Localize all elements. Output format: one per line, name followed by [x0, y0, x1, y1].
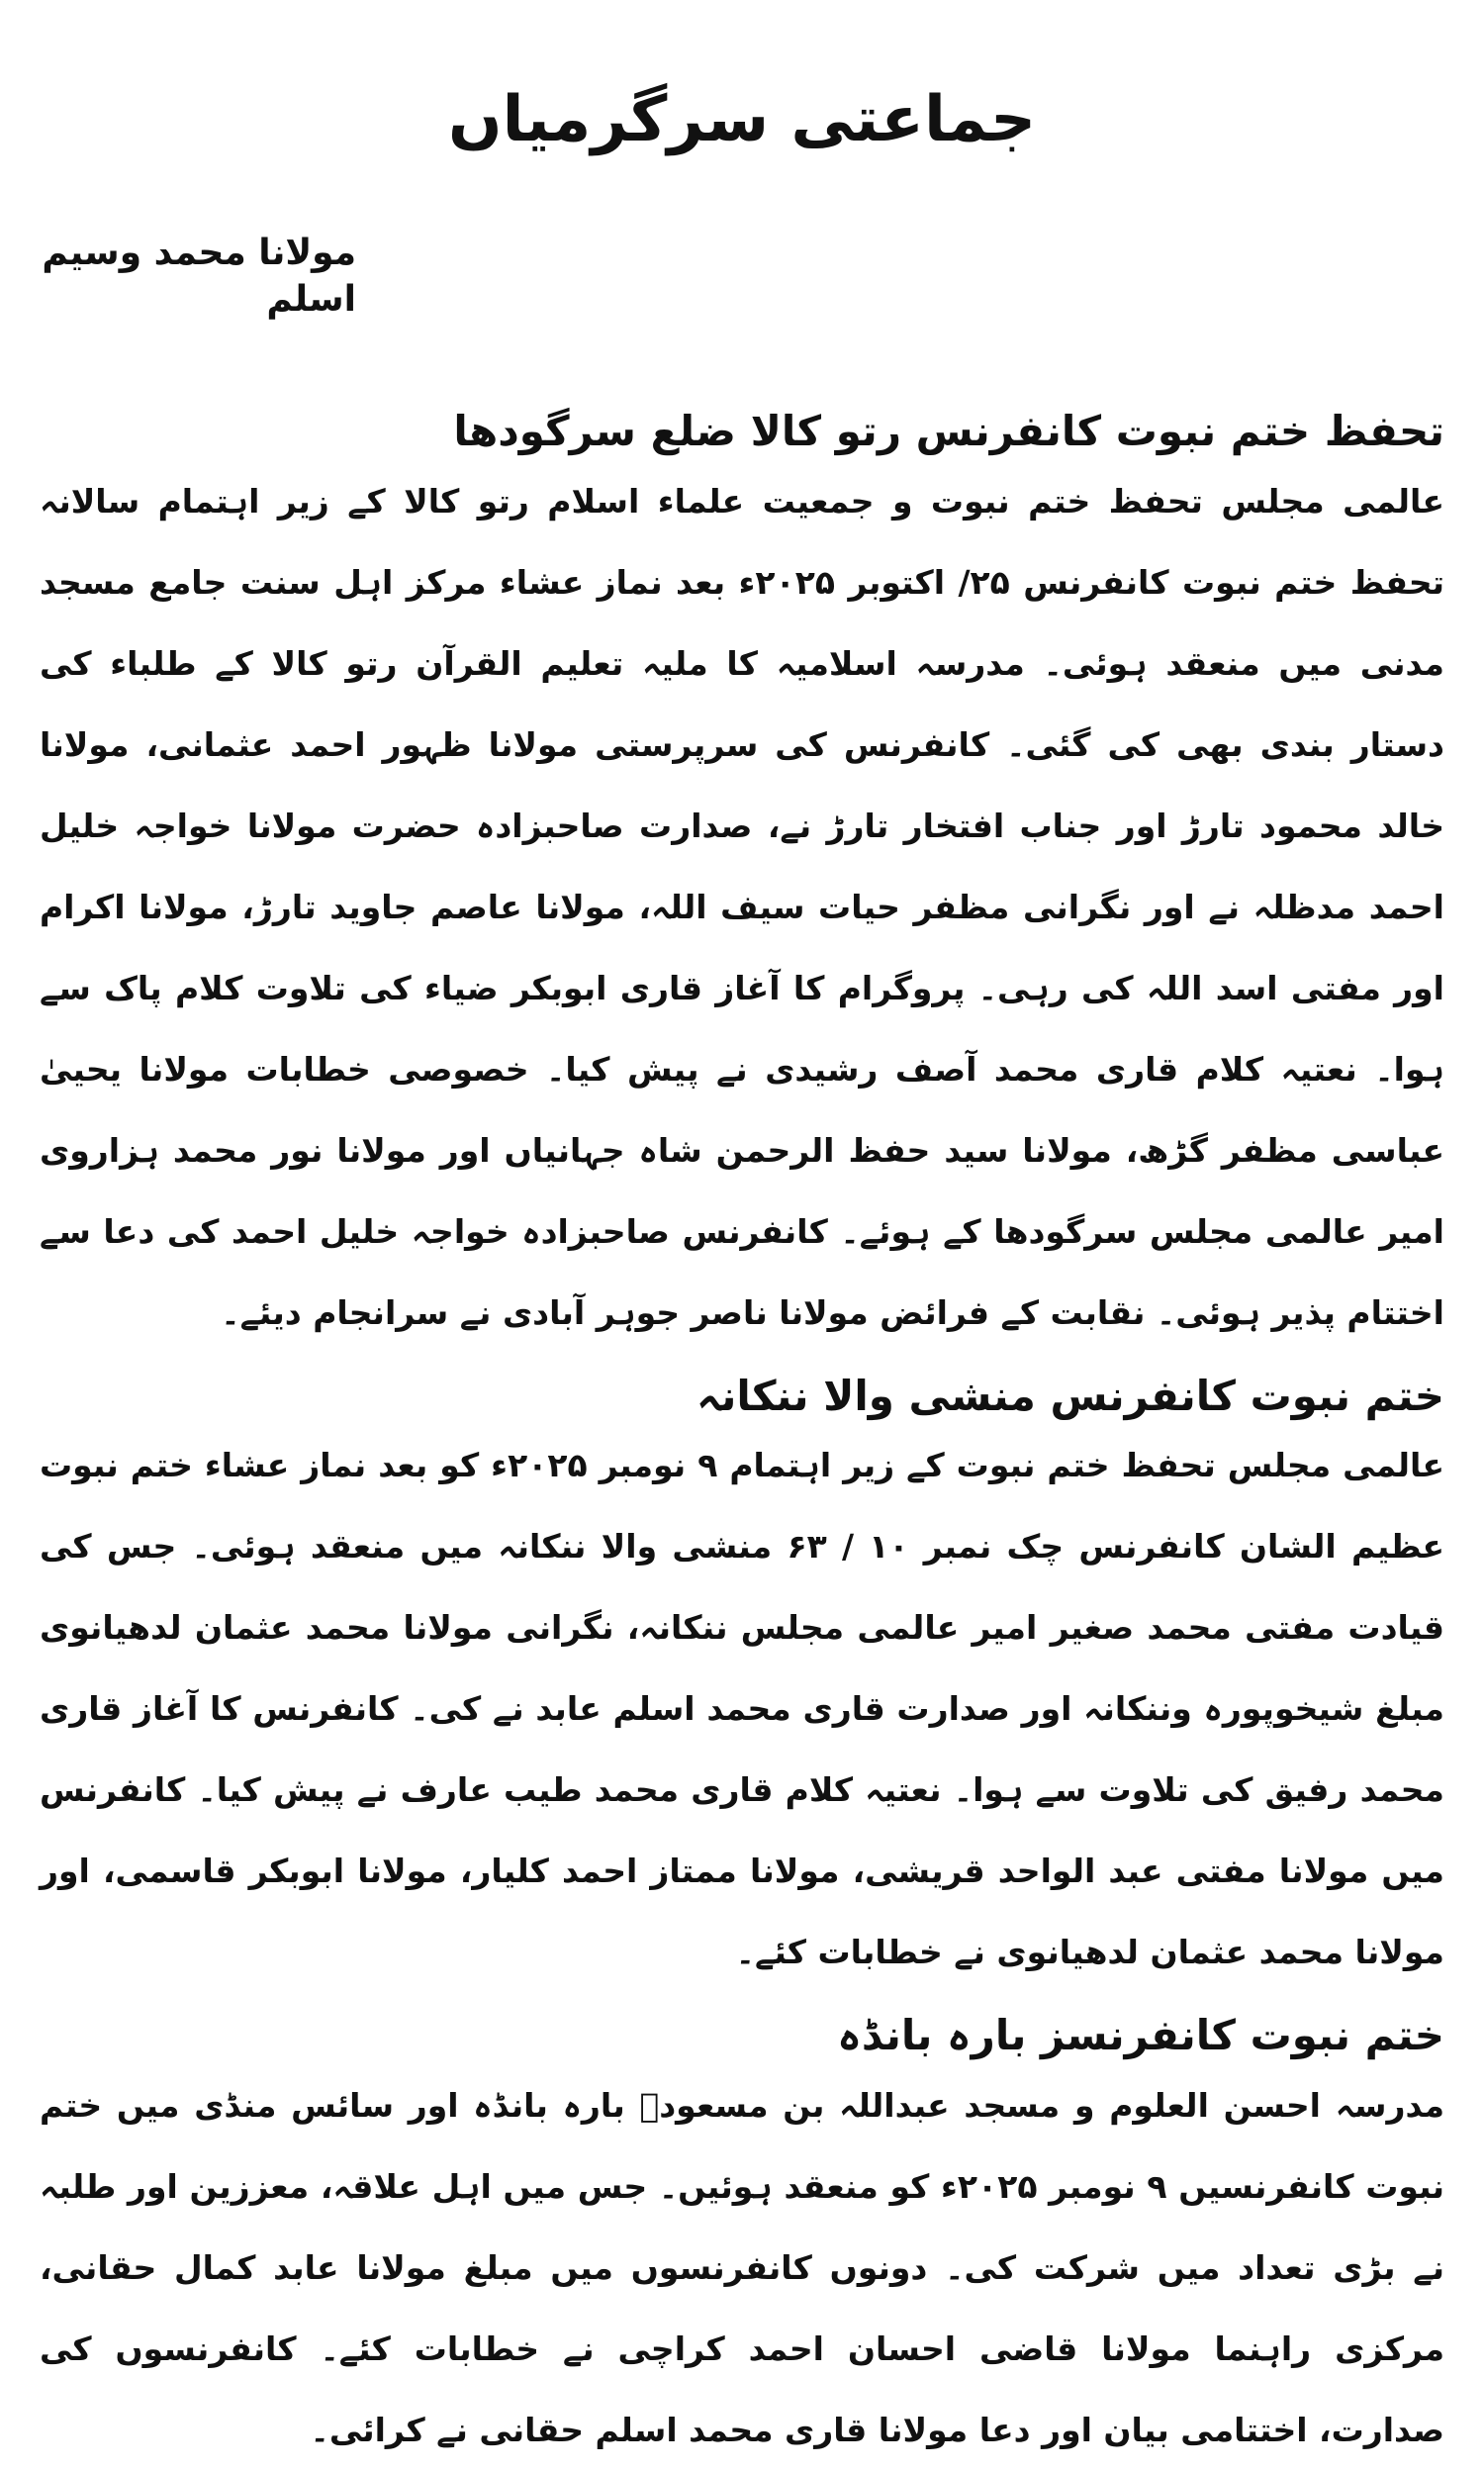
section-body: عالمی مجلس تحفظ ختم نبوت و جمعیت علماء اسلام رتو کالا کے زیر اہتمام سالانہ تحفظ ختم نبوت کانفرنس ۲۵/ اکتوبر ۲۰۲۵ء بعد نماز عشاء مرکز اہل سنت جامع مسجد مدنی میں منعقد ہوئی۔ مدرسہ اسلامیہ کا ملیہ تعلیم القرآن رتو کالا کے طلباء کی دستار بندی بھی کی گئی۔ کانفرنس کی سرپرستی مولانا ظہور احمد عثمانی، مولانا خالد محمود تارڑ اور جناب افتخار تارڑ نے، صدارت صاحبزادہ حضرت مولانا خواجہ خلیل احمد مدظلہ نے اور نگرانی مظفر حیات سیف اللہ، مولانا عاصم جاوید تارڑ، مولانا اکرام اور مفتی اسد اللہ کی رہی۔ پروگرام کا آغاز قاری ابوبکر ضیاء کی تلاوت کلام پاک سے ہوا۔ نعتیہ کلام قاری محمد آصف رشیدی نے پیش کیا۔ خصوصی خطابات مولانا یحییٰ عباسی مظفر گڑھ، مولانا سید حفظ الرحمن شاہ جہانیاں اور مولانا نور محمد ہزاروی امیر عالمی مجلس سرگودھا کے ہوئے۔ کانفرنس صاحبزادہ خواجہ خلیل احمد کی دعا سے اختتام پذیر ہوئی۔ نقابت کے فرائض مولانا ناصر جوہر آبادی نے سرانجام دیئے۔ — [40, 481, 1444, 1332]
section-munshi-wala — [40, 1368, 1444, 1994]
section-ratto-kala — [40, 403, 1444, 1354]
page-title: جماعتی سرگرمیاں — [447, 83, 1037, 156]
section-heading: ختم نبوت کانفرنسز بارہ بانڈہ — [837, 2011, 1444, 2060]
section-heading: ختم نبوت کانفرنس منشی والا ننکانہ — [696, 1371, 1444, 1420]
section-heading: تحفظ ختم نبوت کانفرنس رتو کالا ضلع سرگودھا — [453, 406, 1444, 455]
section-body: مدرسہ احسن العلوم و مسجد عبداللہ بن مسعودؓ بارہ بانڈہ اور سائس منڈی میں ختم نبوت کانفرنسیں ۹ نومبر ۲۰۲۵ء کو منعقد ہوئیں۔ جس میں اہل علاقہ، معززین اور طلبہ نے بڑی تعداد میں شرکت کی۔ دونوں کانفرنسوں میں مبلغ مولانا عابد کمال حقانی، مرکزی راہنما مولانا قاضی احسان احمد کراچی نے خطابات کئے۔ کانفرنسوں کی صدارت، اختتامی بیان اور دعا مولانا قاری محمد اسلم حقانی نے کرائی۔ — [40, 2086, 1444, 2450]
section-body: عالمی مجلس تحفظ ختم نبوت کے زیر اہتمام ۹ نومبر ۲۰۲۵ء کو بعد نماز عشاء ختم نبوت عظیم الشان کانفرنس چک نمبر ۱۰ / ۶۳ منشی والا ننکانہ میں منعقد ہوئی۔ جس کی قیادت مفتی محمد صغیر امیر عالمی مجلس ننکانہ، نگرانی مولانا محمد عثمان لدھیانوی مبلغ شیخوپورہ وننکانہ اور صدارت قاری محمد اسلم عابد نے کی۔ کانفرنس کا آغاز قاری محمد رفیق کی تلاوت سے ہوا۔ نعتیہ کلام قاری محمد طیب عارف نے پیش کیا۔ کانفرنس میں مولانا مفتی عبد الواحد قریشی، مولانا ممتاز احمد کلیار، مولانا ابوبکر قاسمی، اور مولانا محمد عثمان لدھیانوی نے خطابات کئے۔ — [40, 1446, 1445, 1972]
author-name: مولانا محمد وسیم اسلم — [42, 233, 356, 320]
section-bara-banda — [40, 2007, 1444, 2471]
